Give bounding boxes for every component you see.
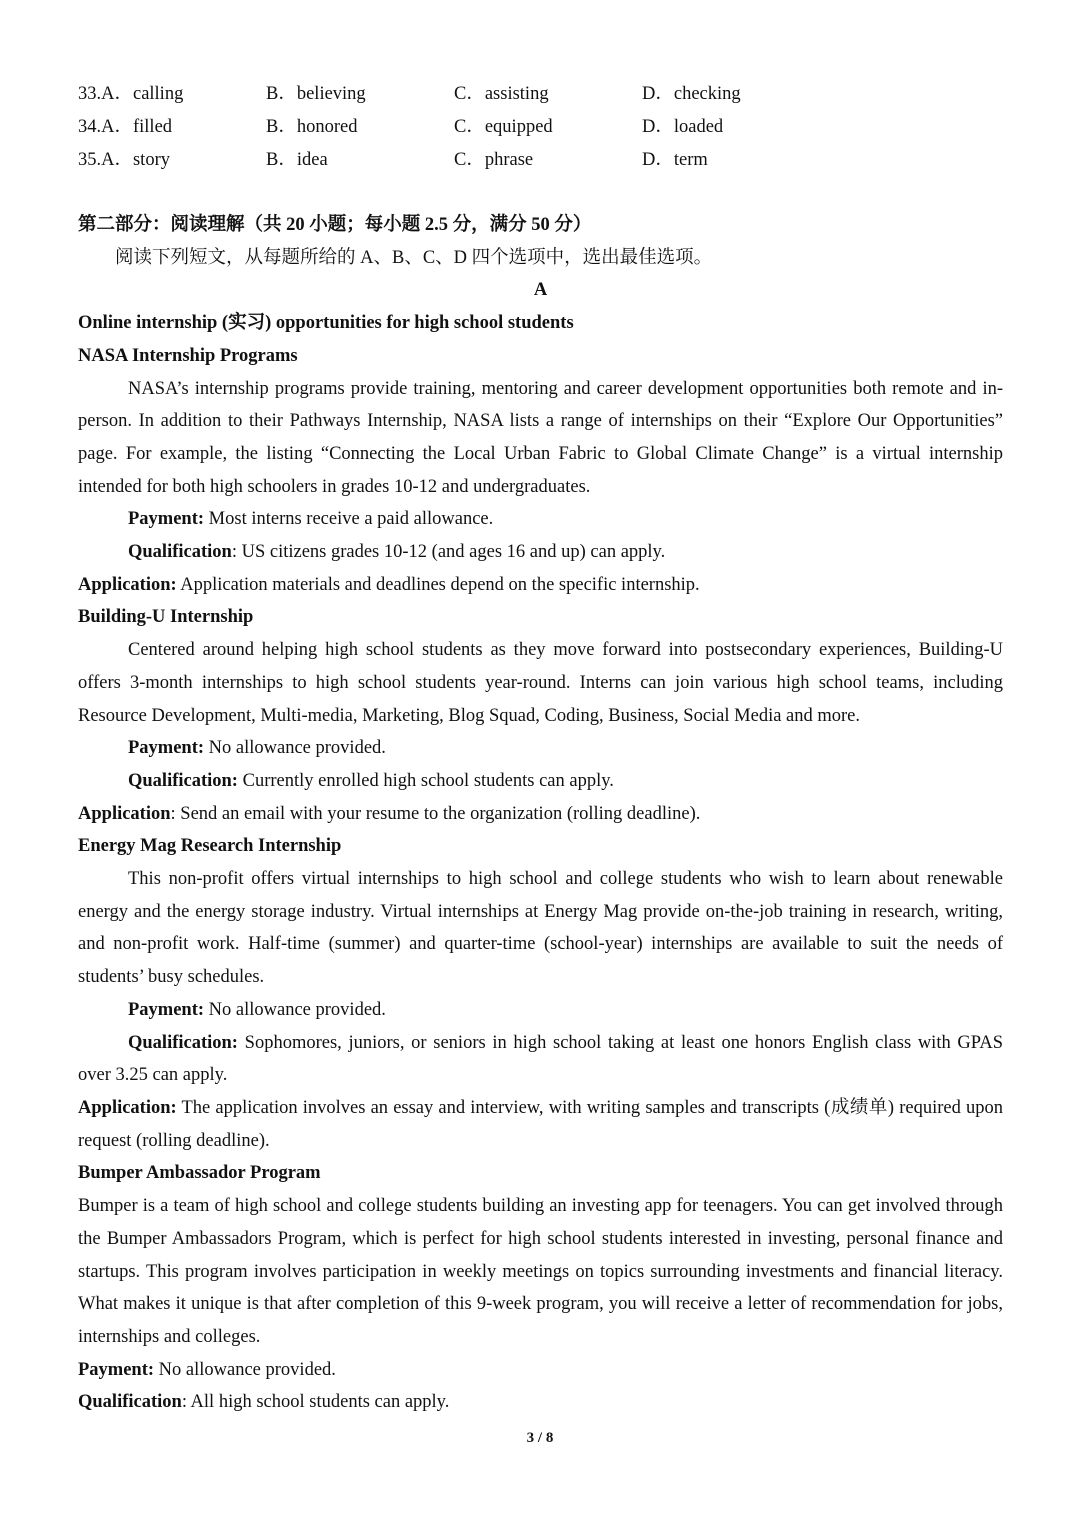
building-u-application <box>78 798 1003 831</box>
question-number: 33. <box>78 84 102 104</box>
page-number: 3 / 8 <box>526 1430 554 1446</box>
payment-text: Most interns receive a paid allowance. <box>204 509 494 530</box>
qualification-label: Qualification <box>78 1392 182 1413</box>
question-35-option-d: D．term <box>642 150 708 170</box>
option-text: A．story <box>101 150 170 170</box>
payment-label: Payment: <box>128 999 205 1020</box>
payment-label: Payment: <box>128 738 205 759</box>
bumper-payment <box>78 1354 1003 1387</box>
question-row-33 <box>78 78 1003 111</box>
qualification-label: Qualification: <box>128 1032 238 1053</box>
payment-text: No allowance provided. <box>204 999 386 1020</box>
energy-mag-payment <box>78 994 1003 1027</box>
question-34-option-a <box>78 111 266 144</box>
question-row-35 <box>78 144 1003 177</box>
bumper-qualification <box>78 1386 1003 1419</box>
part-two-header: 第二部分：阅读理解（共 20 小题；每小题 2.5 分，满分 50 分） <box>78 215 592 235</box>
question-number: 35. <box>78 150 102 170</box>
nasa-payment <box>78 503 1003 536</box>
question-35-option-a <box>78 144 266 177</box>
cloze-questions <box>78 78 1003 177</box>
question-34-option-d: D．loaded <box>642 117 724 137</box>
question-35-option-c: C．phrase <box>454 150 534 170</box>
payment-text: No allowance provided. <box>154 1359 336 1380</box>
energy-mag-heading: Energy Mag Research Internship <box>78 836 342 857</box>
question-33-option-a <box>78 78 266 111</box>
building-u-payment <box>78 732 1003 765</box>
application-label: Application: <box>78 574 177 595</box>
nasa-qualification <box>78 536 1003 569</box>
application-label: Application: <box>78 1097 177 1118</box>
question-34-option-c: C．equipped <box>454 117 553 137</box>
qualification-text: Currently enrolled high school students can apply. <box>237 770 614 791</box>
nasa-heading: NASA Internship Programs <box>78 345 298 366</box>
qualification-text: Sophomores, juniors, or seniors in high school taking at least one honors English class with GPAS over 3.25 can apply. <box>78 1032 1003 1086</box>
building-u-body: Centered around helping high school students as they move forward into postsecondary experiences, Building-U offers 3-month internships to high school students year-round. Interns can join various high school teams, including Resource Development, Multi-media, Marketing, Blog Squad, Coding, Business, Social Media and more. <box>78 640 1003 726</box>
page-content <box>78 78 1003 1419</box>
application-label: Application <box>78 803 171 824</box>
question-34-option-b: B．honored <box>266 117 358 137</box>
option-text: A．filled <box>101 117 173 137</box>
bumper-body: Bumper is a team of high school and college students building an investing app for teenagers. You can get involved through the Bumper Ambassadors Program, which is perfect for high school students interested in investing, personal finance and startups. This program involves participation in weekly meetings on topics surrounding investments and financial literacy. What makes it unique is that after completion of this 9-week program, you will receive a letter of recommendation for jobs, internships and colleges. <box>78 1196 1003 1347</box>
question-number: 34. <box>78 117 102 137</box>
energy-mag-body: This non-profit offers virtual internships to high school and college students who wish to learn about renewable energy and the energy storage industry. Virtual internships at Energy Mag provide on-the-job training in research, writing, and non-profit work. Half-time (summer) and quarter-time (school-year) internships are available to suit the needs of students’ busy schedules. <box>78 869 1003 988</box>
option-text: A．calling <box>101 84 184 104</box>
application-text: : Send an email with your resume to the organization (rolling deadline). <box>170 803 701 824</box>
application-text: Application materials and deadlines depend on the specific internship. <box>176 574 700 595</box>
qualification-text: : US citizens grades 10-12 (and ages 16 and up) can apply. <box>231 542 666 563</box>
nasa-application <box>78 569 1003 602</box>
question-35-option-b: B．idea <box>266 150 328 170</box>
application-text: The application involves an essay and interview, with writing samples and transcripts (成绩单) required upon request (rolling deadline). <box>78 1097 1003 1151</box>
nasa-body: NASA’s internship programs provide training, mentoring and career development opportunities both remote and in-person. In addition to their Pathways Internship, NASA lists a range of internships on their “Explore Our Opportunities” page. For example, the listing “Connecting the Local Urban Fabric to Global Climate Change” is a virtual internship intended for both high schoolers in grades 10-12 and undergraduates. <box>78 378 1003 497</box>
question-row-34 <box>78 111 1003 144</box>
building-u-qualification <box>78 765 1003 798</box>
qualification-label: Qualification: <box>128 770 238 791</box>
payment-label: Payment: <box>128 509 205 530</box>
qualification-text: : All high school students can apply. <box>181 1392 450 1413</box>
bumper-heading: Bumper Ambassador Program <box>78 1163 321 1184</box>
question-33-option-b: B．believing <box>266 84 366 104</box>
energy-mag-application <box>78 1092 1003 1157</box>
section-letter: A <box>533 280 548 301</box>
article-title: Online internship (实习) opportunities for high school students <box>78 313 574 334</box>
question-33-option-c: C．assisting <box>454 84 549 104</box>
building-u-heading: Building-U Internship <box>78 607 254 628</box>
question-33-option-d: D．checking <box>642 84 741 104</box>
part-two-instruction: 阅读下列短文，从每题所给的 A、B、C、D 四个选项中，选出最佳选项。 <box>115 247 713 268</box>
payment-text: No allowance provided. <box>204 738 386 759</box>
energy-mag-qualification <box>78 1027 1003 1092</box>
qualification-label: Qualification <box>128 542 232 563</box>
payment-label: Payment: <box>78 1359 155 1380</box>
